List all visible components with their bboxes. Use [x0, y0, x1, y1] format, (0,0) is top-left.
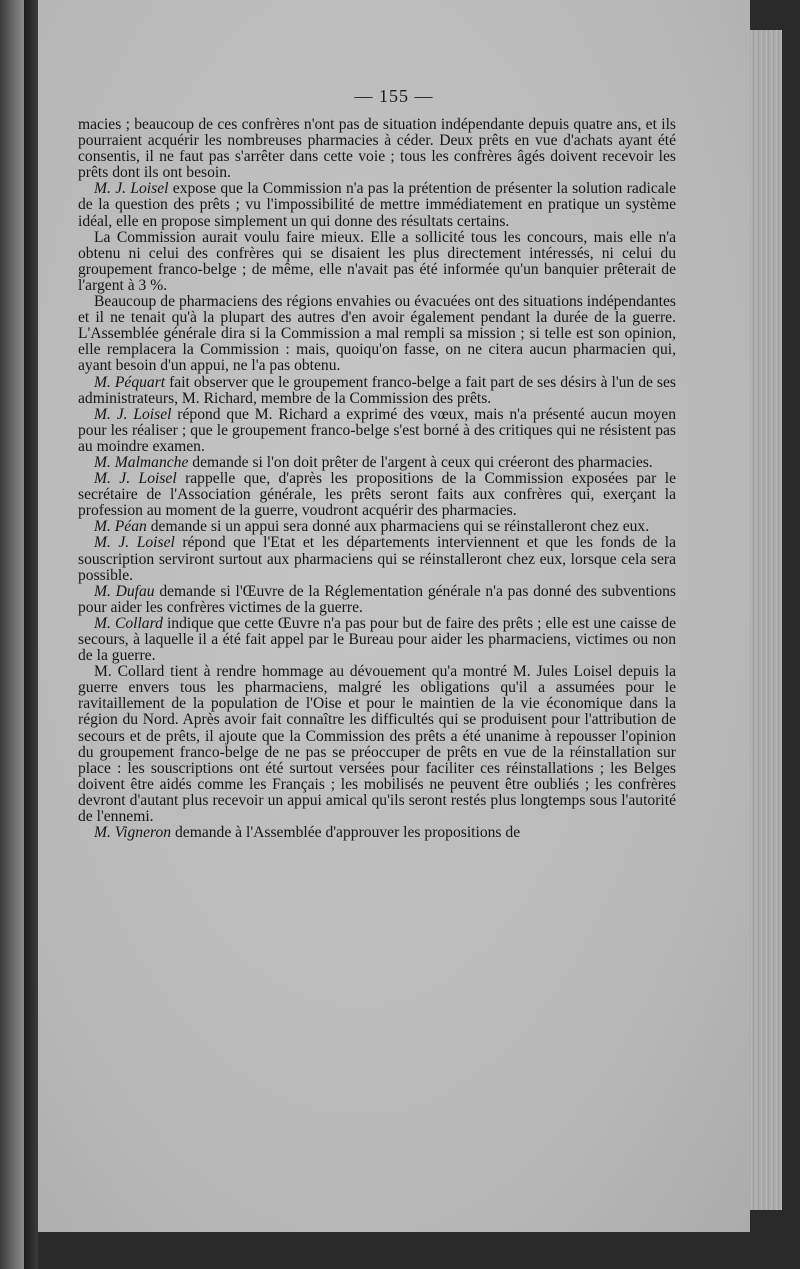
speaker-name: M. J. Loisel: [94, 534, 175, 552]
page-stack-edges: [750, 30, 800, 1210]
paragraph: M. Péan demande si un appui sera donné aux pharmaciens qui se réinstalleront chez eux.: [94, 518, 650, 536]
paragraph: M. Vigneron demande à l'Assemblée d'approuver les propositions de: [94, 824, 521, 842]
speaker-name: M. Péan: [94, 518, 147, 536]
page-number: — 155 —: [354, 86, 434, 106]
paragraph: M. J. Loisel répond que M. Richard a exprimé des vœux, mais n'a présenté aucun moyen pour les réaliser ; que le groupement franco-belge s'est borné à des critiques qui ne résistent pas au moindre examen.: [78, 405, 676, 455]
speaker-name: M. Malmanche: [94, 453, 189, 471]
paragraph: macies ; beaucoup de ces confrères n'ont pas de situation indépendante depuis quatre ans, et ils pourraient acquérir les nombreuses pharmacies à céder. Deux prêts en vue d'achats ayant été consentis, il ne faut pas s'arrêter dans cette voie ; tous les confrères âgés doivent recevoir les prêts dont ils ont besoin.: [78, 116, 676, 182]
paragraph: M. J. Loisel répond que l'Etat et les départements interviennent et que les fonds de la souscription serviront surtout aux pharmaciens qui se réinstalleront chez eux, lorsque cela sera possible.: [78, 534, 676, 584]
paragraph: M. Dufau demande si l'Œuvre de la Réglementation générale n'a pas donné des subventions pour aider les confrères victimes de la guerre.: [78, 582, 676, 616]
paragraph: M. Collard indique que cette Œuvre n'a pas pour but de faire des prêts ; elle est une caisse de secours, à laquelle il a été fait appel par le Bureau pour aider les pharmaciens, victimes ou non de la guerre.: [78, 614, 676, 665]
paragraph: M. Collard tient à rendre hommage au dévouement qu'a montré M. Jules Loisel depuis la guerre envers tous les pharmaciens, malgré les obligations qu'il a assumées pour le ravitaillement de la population de l'Oise et pour le maintien de la vie économique dans la région du Nord. Après avoir fait connaître les difficultés qui se produisent pour l'attribution de secours et de prêts, il ajoute que la Commission des prêts a été unanime à repousser l'opinion du groupement franco-belge de ne pas se préoccuper de prêts en vue de la réinstallation sur place : les souscriptions ont été surtout versées pour faciliter ces réinstallations ; les Belges doivent être aidés comme les Français ; les mobilisés ne peuvent être oubliés ; les confrères devront d'autant plus recevoir un appui amical qu'ils seront restés plus longtemps sous l'autorité de l'ennemi.: [78, 663, 676, 826]
speaker-name: M. Péquart: [94, 373, 166, 391]
paragraph: Beaucoup de pharmaciens des régions envahies ou évacuées ont des situations indépendantes et il ne tenait qu'à la plupart des autres d'en avoir également pendant la durée de la guerre. L'Assemblée générale dira si la Commission a mal rempli sa mission ; si telle est son opinion, elle remplacera la Commission : mais, quoiqu'on fasse, on ne citera aucun pharmacien qui, ayant besoin d'un appui, ne l'a pas obtenu.: [78, 293, 676, 375]
body-text: [78, 117, 676, 841]
paragraph: M. Malmanche demande si l'on doit prêter de l'argent à ceux qui créeront des pharmacies.: [94, 453, 653, 471]
speaker-name: M. J. Loisel: [94, 405, 172, 423]
paragraph: La Commission aurait voulu faire mieux. Elle a sollicité tous les concours, mais elle n'a obtenu ni celui des confrères qui se disaient les plus directement intéressés, ni celui du groupement franco-belge ; de même, elle n'avait pas été informée qu'un banquier prêterait de l'argent à 3 %.: [78, 228, 676, 294]
facing-page-edge: [0, 0, 24, 1269]
speaker-name: M. Dufau: [94, 582, 155, 600]
book-page: [38, 0, 750, 1232]
speaker-name: M. J. Loisel: [94, 180, 169, 198]
speaker-name: M. J. Loisel: [94, 470, 177, 488]
paragraph: M. J. Loisel rappelle que, d'après les propositions de la Commission exposées par le secrétaire de l'Association générale, les prêts seront faits aux confrères qui, exerçant la profession au moment de la guerre, voudront acquérir des pharmacies.: [78, 470, 676, 520]
book-binding: [24, 0, 38, 1269]
paragraph: M. J. Loisel expose que la Commission n'a pas la prétention de présenter la solution radicale de la question des prêts ; vu l'impossibilité de mettre immédiatement en pratique un système idéal, elle en propose simplement un qui donne des résultats certains.: [78, 180, 676, 230]
speaker-name: M. Collard: [94, 614, 163, 632]
paragraph: M. Péquart fait observer que le groupement franco-belge a fait part de ses désirs à l'un de ses administrateurs, M. Richard, membre de la Commission des prêts.: [78, 373, 676, 407]
speaker-name: M. Vigneron: [94, 824, 172, 842]
